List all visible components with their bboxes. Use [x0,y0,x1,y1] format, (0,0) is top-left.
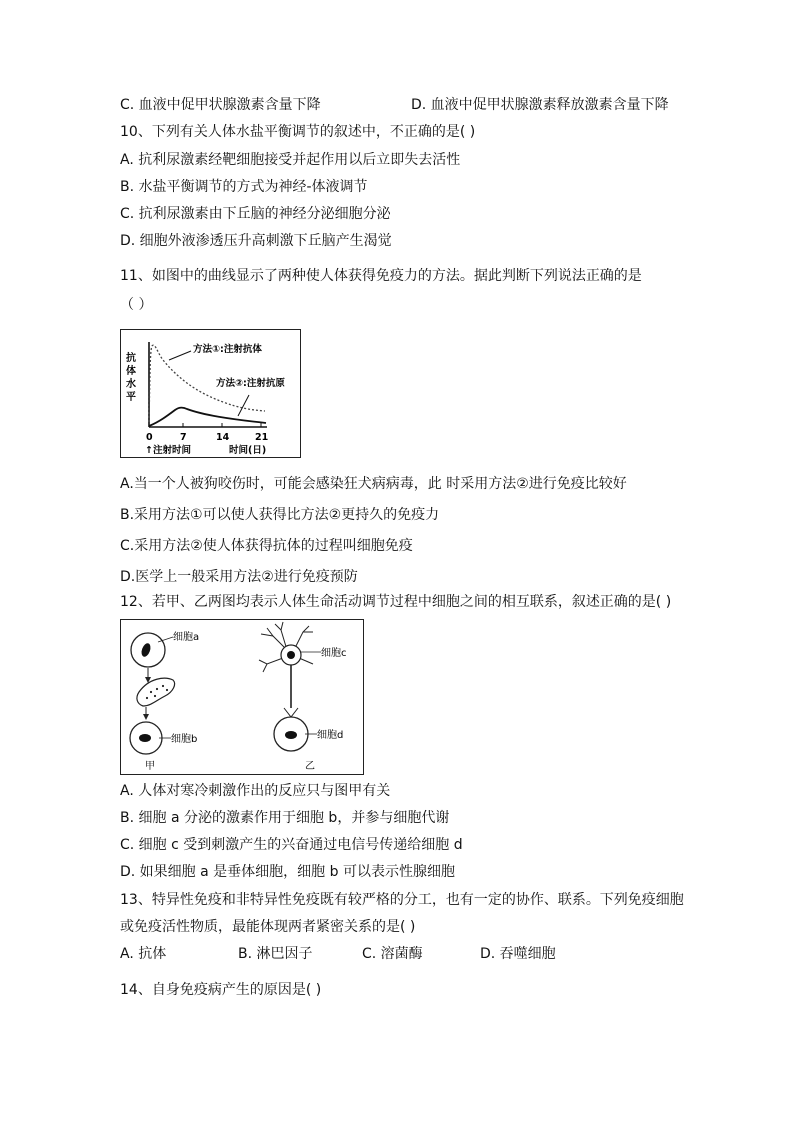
q14-stem: 14、自身免疫病产生的原因是( ) [120,982,322,998]
label-yi: 乙 [305,761,315,772]
q13-stem-line1: 13、特异性免疫和非特异性免疫既有较严格的分工，也有一定的协作、联系。下列免疫细胞 [120,892,684,908]
q9-option-d: D. 血液中促甲状腺激素释放激素含量下降 [411,97,669,113]
q12-cell-figure [120,619,364,775]
q12-option-d: D. 如果细胞 a 是垂体细胞，细胞 b 可以表示性腺细胞 [120,864,455,880]
cell-b-nucleus [139,734,151,742]
x-tick-label-7: 7 [180,432,187,443]
ylabel-char-3: 水 [126,379,136,390]
method2-leader [238,395,249,416]
method1-label: 方法①:注射抗体 [193,344,262,355]
cell-d-nucleus [285,731,297,739]
q10-option-d: D. 细胞外液渗透压升高刺激下丘脑产生渴觉 [120,233,392,249]
x-tick-label-14: 14 [216,432,230,443]
q11-stem-line1: 11、如图中的曲线显示了两种使人体获得免疫力的方法。据此判断下列说法正确的是 [120,268,642,284]
x-label-time-days: 时间(日) [229,445,267,456]
cell-c-nucleus [287,651,295,659]
cell-communication-diagram [121,620,363,774]
q10-option-c: C. 抗利尿激素由下丘脑的神经分泌细胞分泌 [120,206,391,222]
ylabel-char-1: 抗 [126,353,136,364]
q10-stem: 10、下列有关人体水盐平衡调节的叙述中，不正确的是( ) [120,124,476,140]
q10-option-b: B. 水盐平衡调节的方式为神经-体液调节 [120,179,368,195]
q13-stem-line2: 或免疫活性物质，最能体现两者紧密关系的是( ) [120,919,416,935]
q11-stem-line2: （ ） [120,297,153,313]
q12-option-a: A. 人体对寒冷刺激作出的反应只与图甲有关 [120,783,391,799]
q11-antibody-figure [120,329,301,458]
cell-c-label: 细胞c [321,648,347,659]
chart-ylabel [126,351,139,403]
method2-curve [149,408,266,426]
cell-a-label: 细胞a [173,632,200,643]
ylabel-char-4: 平 [126,392,136,403]
q11-option-a: A.当一个人被狗咬伤时，可能会感染狂犬病病毒，此 时采用方法②进行免疫比较好 [120,476,627,492]
method1-leader [169,351,191,360]
q13-option-a: A. 抗体 [120,946,167,962]
cell-b-label: 细胞b [171,734,198,745]
q11-option-c: C.采用方法②使人体获得抗体的过程叫细胞免疫 [120,538,413,554]
x-label-injection-time: ↑注射时间 [145,445,191,456]
q13-option-c: C. 溶菌酶 [362,946,423,962]
q12-stem: 12、若甲、乙两图均表示人体生命活动调节过程中细胞之间的相互联系，叙述正确的是( ) [120,594,672,610]
cell-d-label: 细胞d [317,730,344,741]
q12-option-c: C. 细胞 c 受到刺激产生的兴奋通过电信号传递给细胞 d [120,837,463,853]
ylabel-char-2: 体 [126,366,136,377]
q11-option-d: D.医学上一般采用方法②进行免疫预防 [120,569,358,585]
q13-option-b: B. 淋巴因子 [238,946,313,962]
q11-option-b: B.采用方法①可以使人获得比方法②更持久的免疫力 [120,507,440,523]
x-tick-label-0: 0 [146,432,153,443]
antibody-level-chart [121,330,300,457]
q9-option-c: C. 血液中促甲状腺激素含量下降 [120,97,321,113]
q10-option-a: A. 抗利尿激素经靶细胞接受并起作用以后立即失去活性 [120,152,461,168]
q12-option-b: B. 细胞 a 分泌的激素作用于细胞 b，并参与细胞代谢 [120,810,450,826]
x-tick-label-21: 21 [255,432,269,443]
method2-label: 方法②:注射抗原 [216,378,285,389]
q13-option-d: D. 吞噬细胞 [480,946,556,962]
label-jia: 甲 [145,761,155,772]
blood-vessel [137,678,175,706]
